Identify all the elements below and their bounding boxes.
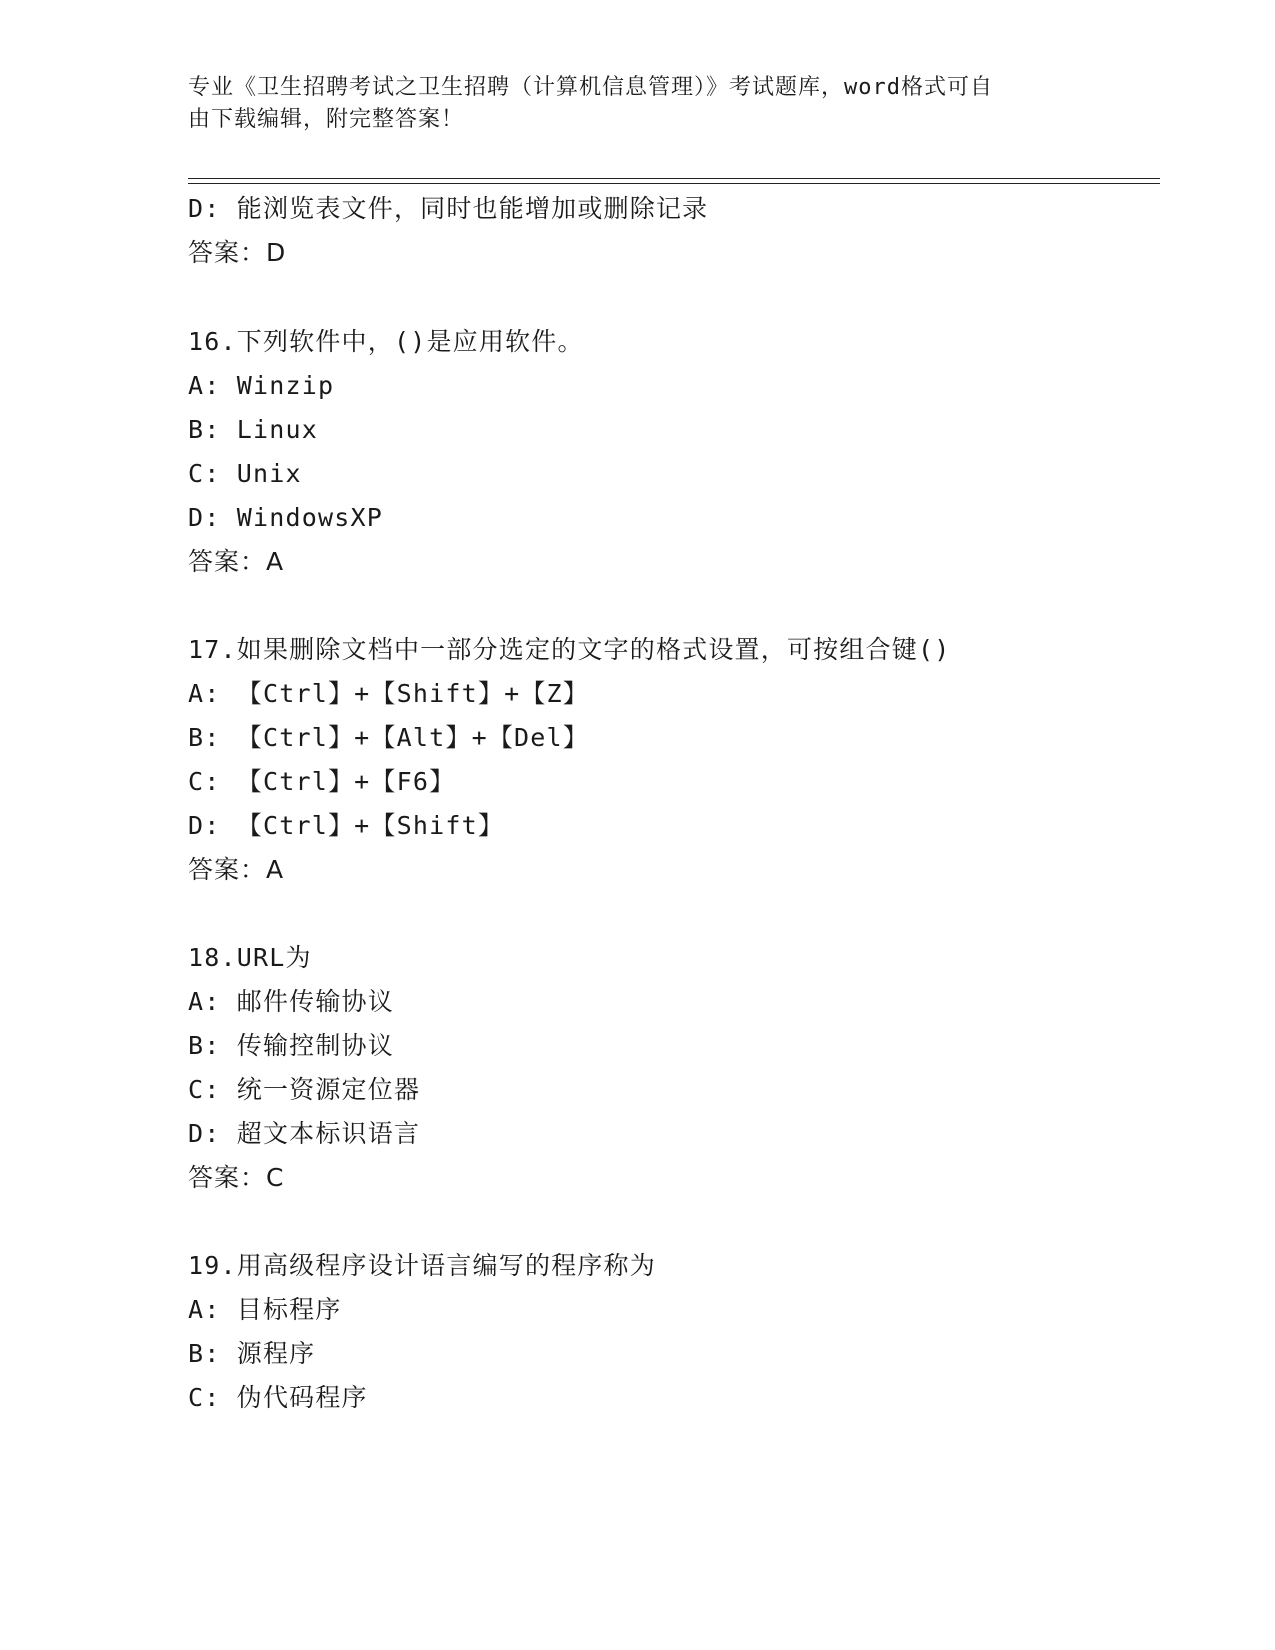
question-line: 19.用高级程序设计语言编写的程序称为 <box>188 1251 656 1280</box>
answer-line: 答案：A <box>188 547 285 576</box>
option-line: A: 【Ctrl】+【Shift】+【Z】 <box>188 679 589 708</box>
option-line: C: Unix <box>188 459 302 488</box>
question-line: 18.URL为 <box>188 943 312 972</box>
option-line: B: 【Ctrl】+【Alt】+【Del】 <box>188 723 589 752</box>
option-line: A: 邮件传输协议 <box>188 987 394 1016</box>
answer-line: 答案：A <box>188 855 285 884</box>
option-line: C: 统一资源定位器 <box>188 1075 421 1104</box>
option-line: D: 能浏览表文件，同时也能增加或删除记录 <box>188 194 709 223</box>
option-line: D: 超文本标识语言 <box>188 1119 421 1148</box>
option-line: D: 【Ctrl】+【Shift】 <box>188 811 505 840</box>
answer-line: 答案：C <box>188 1163 285 1192</box>
header-line-2: 由下载编辑，附完整答案！ <box>188 107 465 132</box>
option-line: B: 传输控制协议 <box>188 1031 394 1060</box>
option-line: C: 【Ctrl】+【F6】 <box>188 767 456 796</box>
option-line: A: Winzip <box>188 371 335 400</box>
option-line: C: 伪代码程序 <box>188 1383 368 1412</box>
option-line: A: 目标程序 <box>188 1295 342 1324</box>
header-divider-bottom <box>188 183 1160 184</box>
header-line-1: 专业《卫生招聘考试之卫生招聘（计算机信息管理）》考试题库，word格式可自 <box>188 75 993 100</box>
option-line: D: WindowsXP <box>188 503 384 532</box>
option-line: B: 源程序 <box>188 1339 316 1368</box>
document-header <box>188 72 1088 136</box>
option-line: B: Linux <box>188 415 319 444</box>
question-line: 16.下列软件中，()是应用软件。 <box>188 327 584 356</box>
question-line: 17.如果删除文档中一部分选定的文字的格式设置，可按组合键() <box>188 635 951 664</box>
answer-line: 答案：D <box>188 238 287 267</box>
header-divider-top <box>188 178 1160 179</box>
